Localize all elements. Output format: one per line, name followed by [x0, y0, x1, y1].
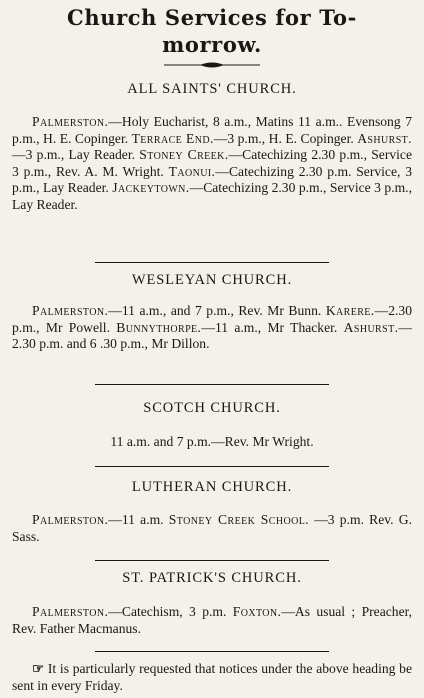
service-details: —11 a.m.: [108, 512, 169, 527]
section-rule: [95, 560, 329, 561]
section-heading: SCOTCH CHURCH.: [143, 400, 281, 416]
section-rule: [95, 466, 329, 467]
section-heading: ST. PATRICK'S CHURCH.: [122, 570, 302, 586]
service-details: 11 a.m. and 7 p.m.—Rev. Mr Wright.: [110, 434, 314, 449]
place-name: Stoney Creek.: [139, 147, 229, 163]
service-details: —3 p.m. Rev. G. Sass.: [12, 512, 412, 544]
notice-text: It is particularly requested that notices under the above heading be sent in every Friday.: [12, 661, 412, 693]
place-name: Stoney Creek School.: [168, 512, 310, 527]
place-name: Taonui.: [168, 163, 216, 179]
section-body: [12, 434, 412, 451]
section-body: [12, 604, 412, 637]
ornamental-divider: [162, 60, 262, 70]
place-name: Palmerston.: [32, 512, 109, 527]
section-heading: ALL SAINTS' CHURCH.: [127, 81, 297, 97]
column-title-line-2: morrow.: [162, 32, 262, 57]
place-name: Palmerston.: [32, 114, 109, 129]
service-details: —11 a.m., and 7 p.m., Rev. Mr Bunn.: [108, 303, 326, 318]
section-heading: WESLEYAN CHURCH.: [131, 272, 293, 288]
service-details: —2.30 p.m., Mr Powell.: [12, 303, 412, 335]
service-details: —2.30 p.m. and 6 .30 p.m., Mr Dillon.: [12, 319, 412, 352]
place-name: Jackeytown.: [112, 180, 190, 196]
section-rule: [95, 651, 329, 652]
place-name: Karere.: [325, 303, 375, 318]
service-details: —Catechism, 3 p.m.: [108, 604, 233, 619]
place-name: Ashurst.: [357, 130, 412, 146]
place-name: Palmerston.: [32, 604, 109, 619]
service-details: —3 p.m., H. E. Copinger.: [213, 130, 358, 146]
notice-paragraph: [12, 661, 412, 694]
section-body: [12, 303, 412, 353]
service-details: —Catechizing 2.30 p.m., Service 3 p.m., Lay Reader.: [12, 180, 412, 212]
section-rule: [95, 262, 329, 263]
service-details: —Catechizing 2.30 p.m. Service, 3 p.m., Lay Reader.: [12, 163, 412, 196]
service-details: —As usual ; Preacher, Rev. Father Macmanus.: [12, 604, 412, 636]
service-details: —3 p.m., Lay Reader.: [12, 147, 140, 163]
place-name: Terrace End.: [131, 130, 214, 146]
service-details: —Holy Eucharist, 8 a.m., Matins 11 a.m.. Evensong 7 p.m., H. E. Copinger.: [12, 114, 412, 146]
place-name: Bunnythorpe.: [116, 319, 202, 335]
place-name: Palmerston.: [32, 303, 109, 318]
service-details: —Catechizing 2.30 p.m., Service 3 p.m., Rev. A. M. Wright.: [12, 147, 412, 179]
service-details: —11 a.m., Mr Thacker.: [201, 319, 344, 335]
pointing-hand-icon: ☞: [32, 661, 45, 676]
section-heading: LUTHERAN CHURCH.: [131, 479, 293, 495]
column-title-line-1: Church Services for To-: [67, 5, 357, 30]
place-name: Foxton.: [232, 604, 282, 619]
section-body: [12, 512, 412, 545]
section-body: [12, 114, 412, 214]
section-rule: [95, 384, 329, 385]
place-name: Ashurst.: [343, 319, 399, 335]
